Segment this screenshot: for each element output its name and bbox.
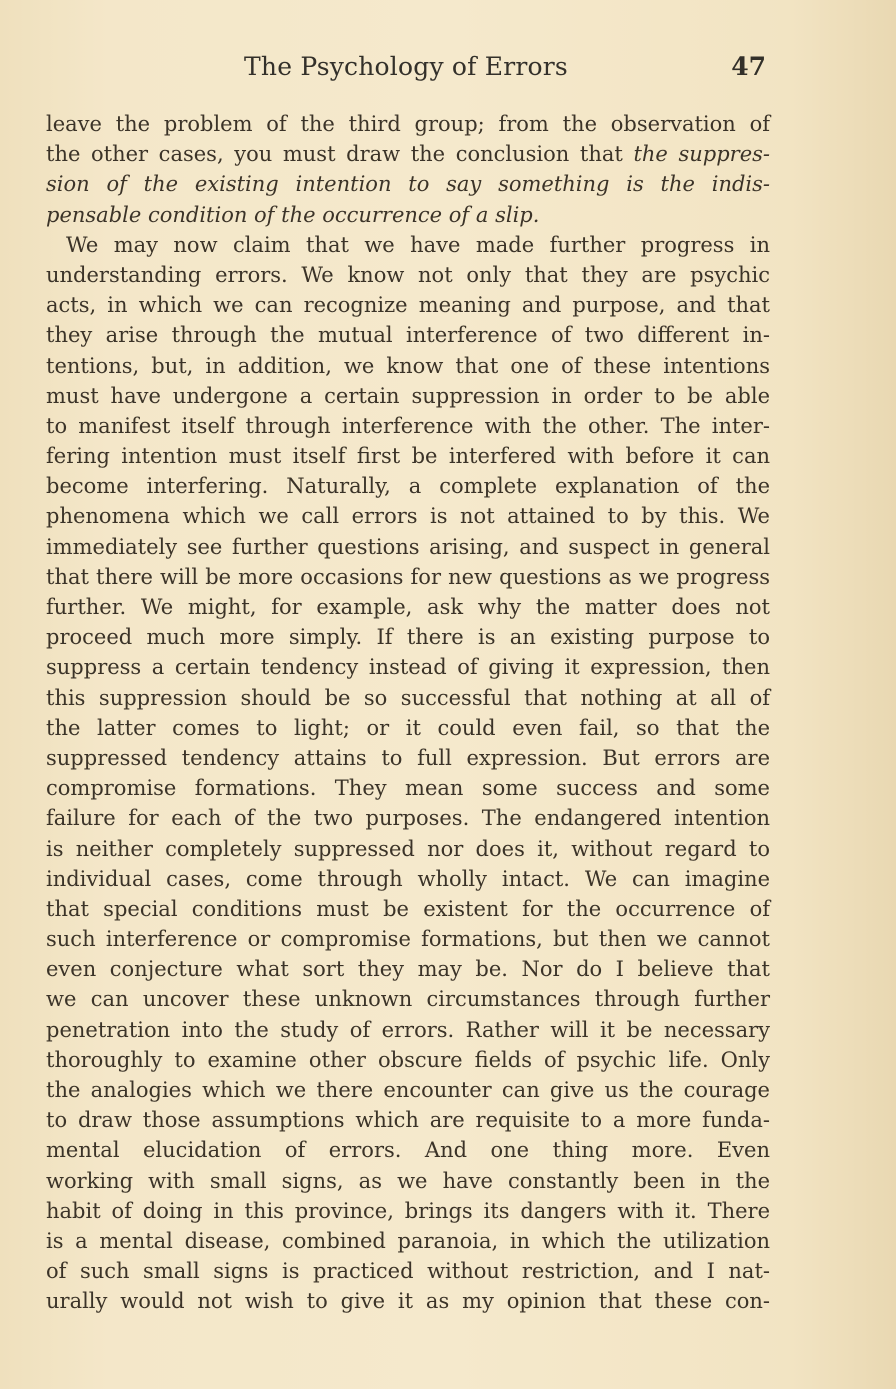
text-line: proceed much more simply. If there is an existing purpose to	[46, 625, 770, 650]
text-line: they arise through the mutual interference of two different in-	[46, 323, 770, 348]
italic-text: sion of the existing intention to say something is the indis-	[46, 172, 770, 197]
text-line: to manifest itself through interference with the other. The inter-	[46, 413, 770, 438]
paragraph	[46, 109, 770, 230]
body-text	[46, 109, 770, 1317]
text-line: understanding errors. We know not only that they are psychic	[46, 262, 770, 287]
text-line: that there will be more occasions for new questions as we progress	[46, 564, 770, 589]
text-line: the latter comes to light; or it could even fail, so that the	[46, 715, 770, 740]
text-line: is neither completely suppressed nor does it, without regard to	[46, 836, 770, 861]
text-line: tentions, but, in addition, we know that one of these intentions	[46, 353, 770, 378]
text-line: such interference or compromise formations, but then we cannot	[46, 927, 770, 952]
text-line	[46, 200, 770, 230]
text-line: that special conditions must be existent for the occurrence of	[46, 896, 770, 921]
page-header	[46, 52, 766, 92]
text-line: suppress a certain tendency instead of giving it expression, then	[46, 655, 770, 680]
text-line: compromise formations. They mean some success and some	[46, 776, 770, 801]
text-line: working with small signs, as we have constantly been in the	[46, 1168, 770, 1193]
text-line: even conjecture what sort they may be. Nor do I believe that	[46, 957, 770, 982]
text-line: acts, in which we can recognize meaning and purpose, and that	[46, 293, 770, 318]
text-line: fering intention must itself first be interfered with before it can	[46, 444, 770, 469]
page-number: 47	[731, 52, 766, 81]
text-line: thoroughly to examine other obscure fields of psychic life. Only	[46, 1047, 770, 1072]
text-line: habit of doing in this province, brings its dangers with it. There	[46, 1198, 770, 1223]
text-line: failure for each of the two purposes. The endangered intention	[46, 806, 770, 831]
text-line: the other cases, you must draw the conclusion that the suppres-	[46, 142, 770, 167]
italic-text: the suppres-	[633, 142, 770, 167]
text-line: suppressed tendency attains to full expression. But errors are	[46, 745, 770, 770]
running-head: The Psychology of Errors	[244, 52, 568, 81]
text-line: immediately see further questions arising, and suspect in general	[46, 534, 770, 559]
text-line: individual cases, come through wholly intact. We can imagine	[46, 866, 770, 891]
text-line: leave the problem of the third group; from the observation of	[46, 112, 770, 136]
text-line: the analogies which we there encounter can give us the courage	[46, 1078, 770, 1102]
text-line	[46, 169, 770, 199]
text-line: must have undergone a certain suppression in order to be able	[46, 383, 770, 408]
text-line: of such small signs is practiced without restriction, and I nat-	[46, 1259, 770, 1284]
text-line: phenomena which we call errors is not attained to by this. We	[46, 504, 770, 529]
text-line: urally would not wish to give it as my opinion that these con-	[46, 1289, 770, 1314]
text-line: to draw those assumptions which are requisite to a more funda-	[46, 1108, 770, 1133]
paragraph	[46, 230, 770, 1317]
text-line: we can uncover these unknown circumstances through further	[46, 987, 770, 1012]
text-line: further. We might, for example, ask why the matter does not	[46, 595, 770, 619]
italic-text: pensable condition of the occurrence of a slip.	[46, 202, 540, 227]
text-line: this suppression should be so successful that nothing at all of	[46, 685, 770, 710]
text-line: penetration into the study of errors. Rather will it be necessary	[46, 1017, 770, 1042]
text-line: become interfering. Naturally, a complete explanation of the	[46, 474, 770, 499]
text-line: We may now claim that we have made further progress in	[66, 232, 770, 257]
text-line: is a mental disease, combined paranoia, in which the utilization	[46, 1228, 770, 1253]
text-line: mental elucidation of errors. And one thing more. Even	[46, 1138, 770, 1163]
